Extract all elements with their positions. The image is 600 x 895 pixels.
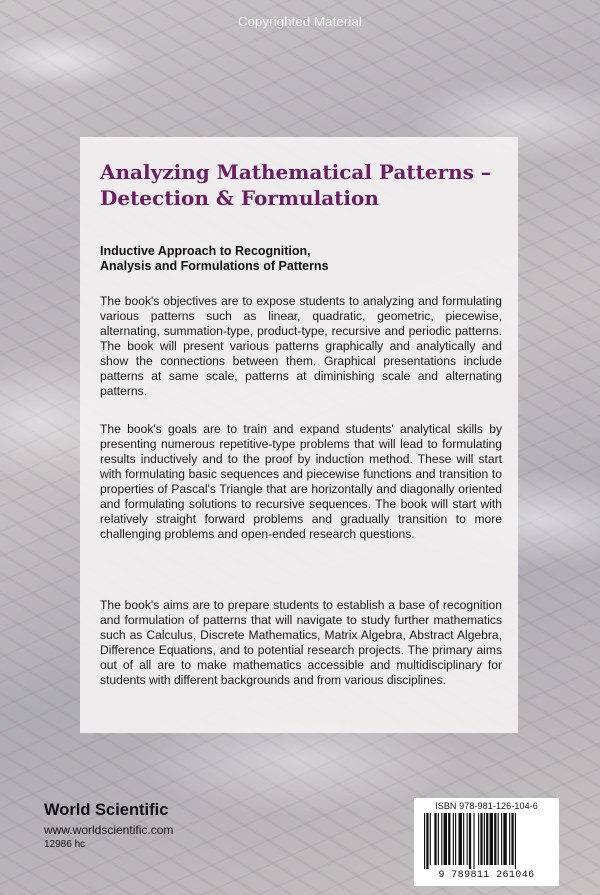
barcode-bar — [484, 813, 485, 865]
barcode-bar — [434, 813, 436, 865]
barcode-bar — [463, 813, 464, 865]
subtitle-line-1: Inductive Approach to Recognition, — [100, 244, 311, 258]
barcode-digits: 9 789811 261046 — [438, 870, 535, 881]
barcode-bar — [430, 813, 431, 865]
publisher-name: World Scientific — [44, 801, 169, 819]
barcode-bar — [459, 813, 462, 865]
barcode-bar — [478, 813, 479, 865]
barcode-bar — [509, 813, 510, 865]
barcode-image — [424, 813, 549, 869]
barcode-bar — [494, 813, 496, 865]
barcode-bar — [480, 813, 482, 865]
publisher-url: www.worldscientific.com — [44, 823, 174, 837]
book-subtitle — [100, 244, 500, 274]
barcode-bar — [444, 813, 447, 865]
aims-paragraph: The book's aims are to prepare students to establish a base of recognition and formulation of patterns that will navigate to study further mathematics such as Calculus, Discrete Mathematics, Matrix Algebra, Abstract Algebra, Difference Equations, and to potential research projects. The primary aims out of all are to make mathematics accessible and multidisciplinary for students with different backgrounds and from various disciplines. — [100, 598, 502, 687]
barcode-bar — [455, 813, 456, 865]
barcode-bar — [473, 813, 474, 869]
barcode-bar — [426, 813, 428, 869]
barcode-bar — [453, 813, 454, 865]
barcode-bar — [515, 813, 516, 869]
isbn-label: ISBN 978-981-126-104-6 — [435, 801, 538, 811]
isbn-barcode-block — [414, 798, 559, 886]
barcode-bar — [424, 813, 425, 869]
barcode-bar — [501, 813, 502, 865]
subtitle-line-2: Analysis and Formulations of Patterns — [100, 259, 329, 273]
copyright-watermark: Copyrighted Material — [238, 14, 362, 29]
book-title: Analyzing Mathematical Patterns – Detection & Formulation — [100, 160, 491, 210]
barcode-bar — [448, 813, 450, 865]
barcode-bar — [498, 813, 499, 865]
description-panel — [80, 137, 518, 733]
goals-paragraph: The book's goals are to train and expand students' analytical skills by presenting numerous repetitive-type problems that will lead to formulating results inductively and to the proof by induction method. These will start with formulating basic sequences and piecewise functions and transition to properties of Pascal's Triangle that are horizontally and diagonally oriented and formulating solutions to recursive sequences. The book will start with relatively straight forward problems and gradually transition to more challenging problems and open-ended research questions. — [100, 422, 502, 541]
publisher-code: 12986 hc — [44, 839, 86, 850]
barcode-bar — [486, 813, 488, 865]
barcode-bar — [490, 813, 493, 865]
objectives-paragraph: The book's objectives are to expose students to analyzing and formulating various patterns such as linear, quadratic, geometric, piecewise, alternating, summation-type, product-type, recursive and periodic patterns. The book will present various patterns graphically and analytically and show the connections between them. Graphical presentations include patterns at same scale, patterns at diminishing scale and alternating patterns. — [100, 294, 502, 398]
barcode-bar — [503, 813, 506, 865]
barcode-bar — [467, 813, 468, 865]
barcode-bar — [438, 813, 439, 865]
barcode-bar — [511, 813, 513, 865]
barcode-bar — [441, 813, 442, 865]
barcode-bar — [469, 813, 471, 869]
